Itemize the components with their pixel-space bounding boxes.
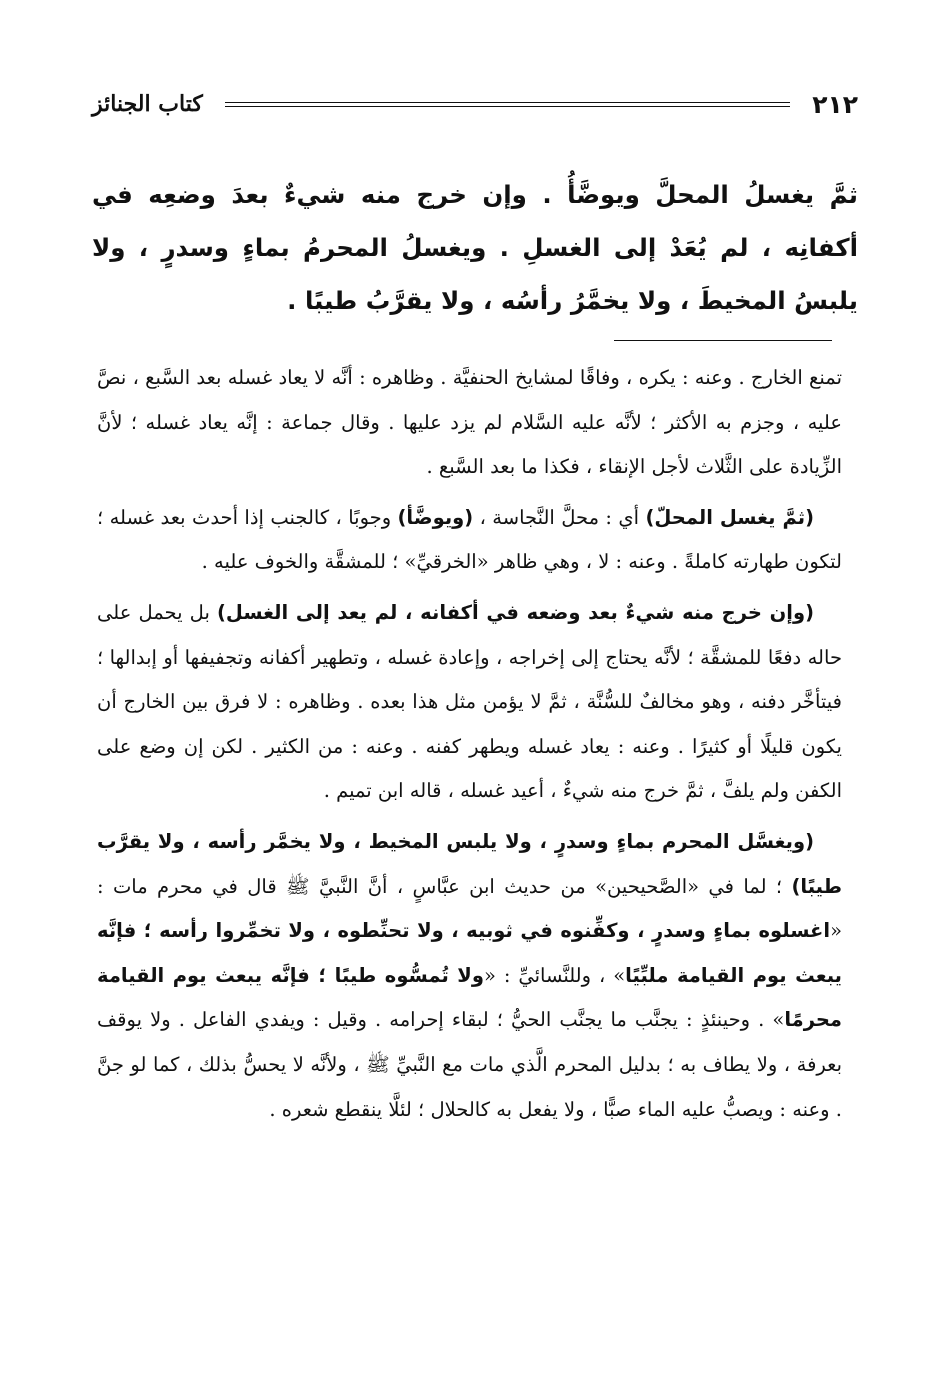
commentary-paragraph-4 bbox=[97, 820, 842, 1132]
running-header bbox=[92, 84, 858, 124]
commentary-text: وجوبًا ، كالجنب إذا أحدث بعد غسله ؛ لتكون طهارته كاملةً . وعنه : لا ، وهي ظاهر «الخرقيِّ» ؛ للمشقَّة والخوف عليه . bbox=[97, 505, 842, 574]
commentary-paragraph-3 bbox=[97, 591, 842, 814]
page-number: ٢١٢ bbox=[812, 89, 858, 119]
commentary-text: » ، وللنَّسائيِّ : « bbox=[483, 963, 626, 987]
quoted-matn: (وإن خرج منه شيءٌ بعد وضعه في أكفانه ، لم يعد إلى الغسل) bbox=[217, 600, 814, 624]
quoted-matn: (ثمَّ يغسل المحلّ) bbox=[645, 505, 814, 529]
main-text: ثمَّ يغسلُ المحلَّ ويوضَّأُ . وإن خرج منه شيءٌ بعدَ وضعِه في أكفانِه ، لم يُعَدْ إلى الغسلِ . ويغسلُ المحرمُ بماءٍ وسدرٍ ، ولا يلبسُ المخيطَ ، ولا يخمَّرُ رأسُه ، ولا يقرَّبُ طيبًا . bbox=[92, 180, 858, 315]
footnote-separator bbox=[614, 340, 832, 341]
hadith-quote: ولا تُمسُّوه طيبًا ؛ فإنَّه يبعث يوم القيامة محرمًا bbox=[97, 963, 842, 1032]
quoted-matn: (ويغسَّل المحرم بماءٍ وسدرٍ ، ولا يلبس المخيط ، ولا يخمَّر رأسه ، ولا يقرَّب طيبًا) bbox=[97, 829, 842, 898]
commentary-text: » . وحينئذٍ : يجنَّب ما يجنَّب الحيُّ ؛ لبقاء إحرامه . وقيل : ويفدي الفاعل . ولا يوقف بعرفة ، ولا يطاف به ؛ بدليل المحرم الَّذي مات مع النَّبيِّ ﷺ ، ولأنَّه لا يحسُّ بذلك ، كما لو جنَّ . وعنه : ويصبُّ عليه الماء صبًّا ، ولا يفعل به كالحلال ؛ لئلَّا ينقطع شعره . bbox=[97, 1008, 842, 1121]
commentary-paragraph-1: تمنع الخارج . وعنه : يكره ، وفاقًا لمشايخ الحنفيَّة . وظاهره : أنَّه لا يعاد غسله بعد السَّبع ، نصَّ عليه ، وجزم به الأكثر ؛ لأنَّه عليه السَّلام لم يزد عليها . وقال جماعة : إنَّه يعاد غسله ؛ لأنَّ الزِّيادة على الثَّلاث لأجل الإنقاء ، فكذا ما بعد السَّبع . bbox=[97, 366, 842, 479]
commentary-text: ؛ لما في «الصَّحيحين» من حديث ابن عبَّاسٍ ، أنَّ النَّبيَّ ﷺ قال في محرم مات : « bbox=[97, 874, 842, 943]
quoted-matn: (ويوضَّأ) bbox=[397, 505, 474, 529]
commentary-text: أي : محلَّ النَّجاسة ، bbox=[473, 505, 646, 529]
commentary bbox=[97, 356, 842, 1138]
header-rule bbox=[225, 102, 790, 107]
commentary-paragraph-2 bbox=[97, 496, 842, 585]
hadith-quote: اغسلوه بماءٍ وسدرٍ ، وكفِّنوه في ثوبيه ، ولا تحنِّطوه ، ولا تخمِّروا رأسه ؛ فإنَّه يبعث يوم القيامة ملبِّيًا bbox=[97, 919, 843, 987]
chapter-title: كتاب الجنائز bbox=[92, 91, 203, 117]
commentary-text: بل يحمل على حاله دفعًا للمشقَّة ؛ لأنَّه يحتاج إلى إخراجه ، وإعادة غسله ، وتطهير أكفانه وتجفيفها أو إبدالها ؛ فيتأخَّر دفنه ، وهو مخالفٌ للسُّنَّة ، ثمَّ لا يؤمن مثل هذا بعده . وظاهره : لا فرق بين الخارج أن يكون قليلًا أو كثيرًا . وعنه : يعاد غسله ويطهر كفنه . وعنه : من الكثير . لكن إن وضع على الكفن ولم يلفَّ ، ثمَّ خرج منه شيءٌ ، أعيد غسله ، قاله ابن تميم . bbox=[97, 600, 842, 803]
